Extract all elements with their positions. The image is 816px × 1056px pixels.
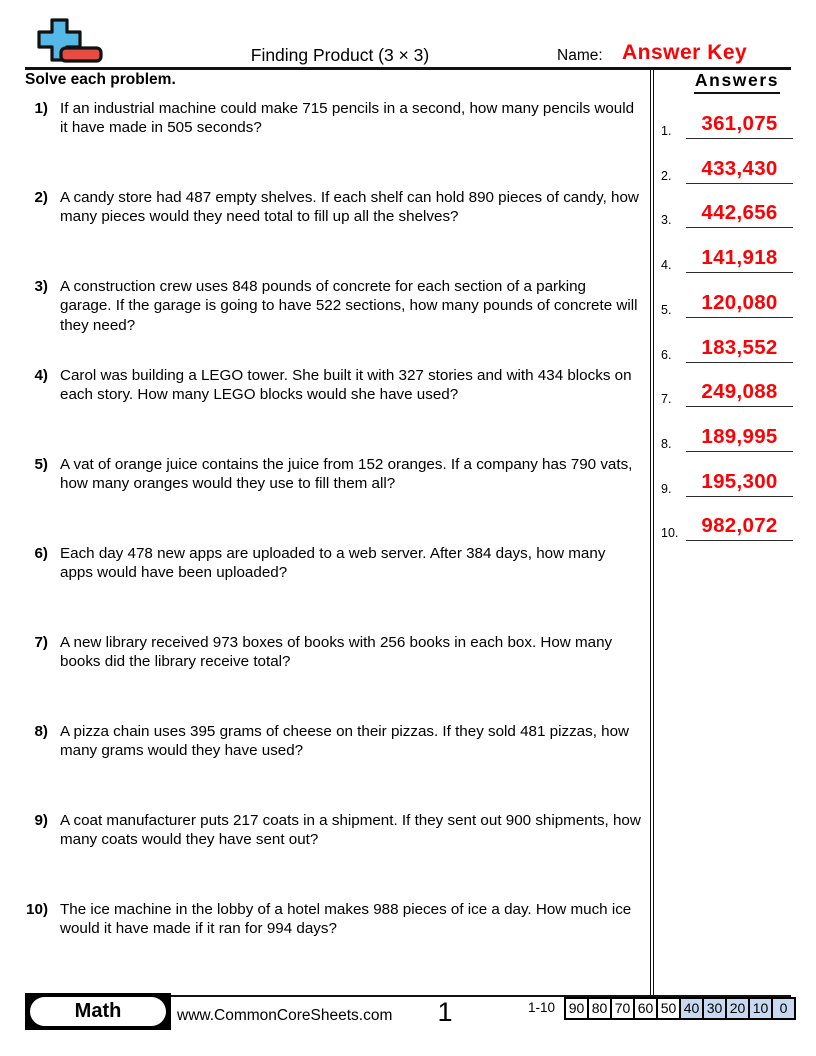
- problem-number: 2): [34, 189, 48, 206]
- problem-4: [21, 366, 641, 405]
- problem-number: 7): [34, 634, 48, 651]
- problem-text: A construction crew uses 848 pounds of concrete for each section of a parking garage. If the garage is going to have 522 sections, how many pounds of concrete will they need?: [60, 278, 638, 334]
- problem-number: 6): [34, 545, 48, 562]
- answer-value: 183,552: [701, 336, 778, 359]
- problem-text: Carol was building a LEGO tower. She built it with 327 stories and with 434 blocks on each story. How many LEGO blocks would she have used?: [60, 367, 632, 404]
- score-range-label: 1-10: [528, 1000, 556, 1015]
- problem-text: If an industrial machine could make 715 pencils in a second, how many pencils would it have made in 505 seconds?: [60, 100, 635, 137]
- answer-blank-line: [686, 511, 793, 541]
- problem-1: [21, 99, 641, 138]
- answer-row-6: [659, 333, 793, 363]
- answer-value: 361,075: [701, 112, 778, 135]
- answer-number: 2.: [661, 169, 672, 183]
- page-title: Finding Product (3 × 3): [250, 45, 430, 65]
- problem-number: 4): [34, 367, 48, 384]
- score-cell-0: 0: [771, 997, 796, 1020]
- problem-text: A pizza chain uses 395 grams of cheese on their pizzas. If they sold 481 pizzas, how many grams would they have used?: [60, 723, 630, 760]
- answer-number: 6.: [661, 348, 672, 362]
- answer-row-7: [659, 377, 793, 407]
- answer-number: 4.: [661, 258, 672, 272]
- answer-key-label: Answer Key: [622, 41, 748, 64]
- problem-10: [21, 900, 641, 939]
- score-cell-60: 60: [633, 997, 658, 1020]
- problem-number: 8): [34, 723, 48, 740]
- problem-7: [21, 633, 641, 672]
- answer-row-5: [659, 288, 793, 318]
- problem-number: 10): [26, 901, 48, 918]
- answer-value: 189,995: [701, 425, 778, 448]
- problem-8: [21, 722, 641, 761]
- problem-text: The ice machine in the lobby of a hotel makes 988 pieces of ice a day. How much ice would it have made if it ran for 994 days?: [60, 901, 632, 938]
- answers-heading: Answers: [694, 70, 780, 94]
- answer-number: 3.: [661, 213, 672, 227]
- score-cell-80: 80: [587, 997, 612, 1020]
- answers-divider-line: [650, 69, 654, 996]
- problem-3: [21, 277, 641, 335]
- problem-text: A coat manufacturer puts 217 coats in a shipment. If they sent out 900 shipments, how many coats would they have sent out?: [60, 812, 641, 849]
- answer-blank-line: [686, 109, 793, 139]
- answer-number: 10.: [661, 526, 679, 540]
- answer-blank-line: [686, 154, 793, 184]
- score-cell-20: 20: [725, 997, 750, 1020]
- website-link[interactable]: www.CommonCoreSheets.com: [177, 1007, 393, 1024]
- answer-blank-line: [686, 377, 793, 407]
- answer-row-3: [659, 198, 793, 228]
- problem-text: Each day 478 new apps are uploaded to a web server. After 384 days, how many apps would have been uploaded?: [60, 545, 606, 582]
- answer-row-4: [659, 243, 793, 273]
- problem-6: [21, 544, 641, 583]
- answer-row-2: [659, 154, 793, 184]
- problem-number: 1): [34, 100, 48, 117]
- answer-blank-line: [686, 422, 793, 452]
- answer-number: 9.: [661, 482, 672, 496]
- score-table: [564, 997, 796, 1020]
- answer-number: 7.: [661, 392, 672, 406]
- subject-label: Math: [30, 997, 166, 1026]
- problem-number: 3): [34, 278, 48, 295]
- answer-number: 5.: [661, 303, 672, 317]
- score-cell-40: 40: [679, 997, 704, 1020]
- answer-row-8: [659, 422, 793, 452]
- answer-row-10: [659, 511, 793, 541]
- problem-2: [21, 188, 641, 227]
- score-cell-90: 90: [564, 997, 589, 1020]
- name-label: Name:: [557, 47, 603, 64]
- answer-blank-line: [686, 198, 793, 228]
- answer-value: 442,656: [701, 201, 778, 224]
- answer-blank-line: [686, 243, 793, 273]
- instructions-text: Solve each problem.: [25, 71, 176, 88]
- problem-text: A new library received 973 boxes of books with 256 books in each box. How many books did the library receive total?: [60, 634, 613, 671]
- problem-text: A vat of orange juice contains the juice from 152 oranges. If a company has 790 vats, how many oranges would they use to fill them all?: [60, 456, 633, 493]
- answer-blank-line: [686, 333, 793, 363]
- problem-number: 9): [34, 812, 48, 829]
- answer-blank-line: [686, 288, 793, 318]
- answer-value: 141,918: [701, 246, 778, 269]
- score-cell-50: 50: [656, 997, 681, 1020]
- answer-value: 433,430: [701, 157, 778, 180]
- subject-badge: [25, 993, 171, 1030]
- page-number: 1: [437, 997, 453, 1027]
- problem-text: A candy store had 487 empty shelves. If each shelf can hold 890 pieces of candy, how many pieces would they need total to fill up all the shelves?: [60, 189, 639, 226]
- answer-number: 8.: [661, 437, 672, 451]
- answers-heading-wrap: [672, 70, 802, 94]
- answer-value: 982,072: [701, 514, 778, 537]
- problem-9: [21, 811, 641, 850]
- score-cell-30: 30: [702, 997, 727, 1020]
- answer-value: 120,080: [701, 291, 778, 314]
- answer-number: 1.: [661, 124, 672, 138]
- answer-value: 249,088: [701, 380, 778, 403]
- answer-value: 195,300: [701, 470, 778, 493]
- answer-blank-line: [686, 467, 793, 497]
- problem-5: [21, 455, 641, 494]
- problem-number: 5): [34, 456, 48, 473]
- score-cell-70: 70: [610, 997, 635, 1020]
- score-cell-10: 10: [748, 997, 773, 1020]
- answer-row-9: [659, 467, 793, 497]
- answer-row-1: [659, 109, 793, 139]
